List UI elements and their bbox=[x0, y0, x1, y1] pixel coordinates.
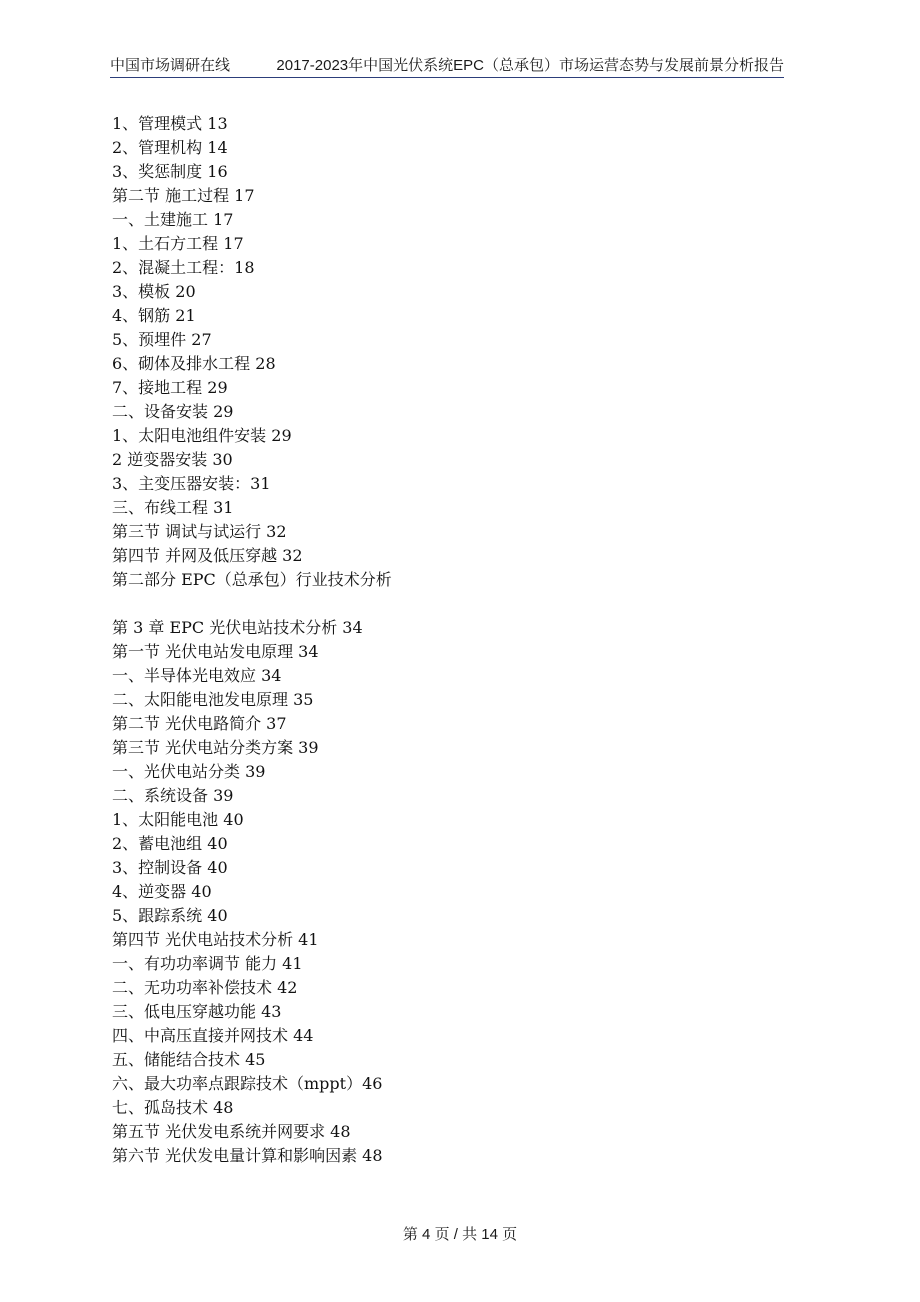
toc-entry: 1、太阳能电池 40 bbox=[112, 810, 244, 829]
toc-entry: 2、混凝土工程：18 bbox=[112, 258, 255, 277]
toc-entry: 二、太阳能电池发电原理 35 bbox=[112, 690, 314, 709]
toc-entry: 一、光伏电站分类 39 bbox=[112, 762, 266, 781]
toc-entry: 第二节 施工过程 17 bbox=[112, 186, 255, 205]
toc-entry: 3、模板 20 bbox=[112, 282, 196, 301]
toc-entry: 第五节 光伏发电系统并网要求 48 bbox=[112, 1122, 351, 1141]
toc-entry: 一、土建施工 17 bbox=[112, 210, 234, 229]
toc-entry: 2、管理机构 14 bbox=[112, 138, 228, 157]
toc-entry: 4、钢筋 21 bbox=[112, 306, 196, 325]
toc-entry: 2、蓄电池组 40 bbox=[112, 834, 228, 853]
header-site-name: 中国市场调研在线 bbox=[110, 57, 231, 74]
table-of-contents bbox=[112, 112, 812, 1168]
toc-entry: 3、控制设备 40 bbox=[112, 858, 228, 877]
toc-entry: 一、半导体光电效应 34 bbox=[112, 666, 282, 685]
toc-entry: 七、孤岛技术 48 bbox=[112, 1098, 234, 1117]
toc-entry: 5、预埋件 27 bbox=[112, 330, 212, 349]
toc-entry: 第六节 光伏发电量计算和影响因素 48 bbox=[112, 1146, 383, 1165]
toc-entry: 三、低电压穿越功能 43 bbox=[112, 1002, 282, 1021]
toc-entry: 二、系统设备 39 bbox=[112, 786, 234, 805]
toc-entry: 5、跟踪系统 40 bbox=[112, 906, 228, 925]
toc-entry: 第四节 并网及低压穿越 32 bbox=[112, 546, 303, 565]
toc-spacer bbox=[112, 592, 812, 616]
toc-entry: 第二部分 EPC（总承包）行业技术分析 bbox=[112, 570, 392, 589]
page-number: 第 4 页 / 共 14 页 bbox=[402, 1226, 518, 1243]
toc-entry: 二、无功功率补偿技术 42 bbox=[112, 978, 298, 997]
toc-entry: 第三节 调试与试运行 32 bbox=[112, 522, 287, 541]
toc-entry: 四、中高压直接并网技术 44 bbox=[112, 1026, 314, 1045]
toc-entry: 4、逆变器 40 bbox=[112, 882, 212, 901]
toc-entry: 第 3 章 EPC 光伏电站技术分析 34 bbox=[112, 618, 363, 637]
toc-entry: 二、设备安装 29 bbox=[112, 402, 234, 421]
toc-entry: 1、土石方工程 17 bbox=[112, 234, 244, 253]
toc-entry: 第四节 光伏电站技术分析 41 bbox=[112, 930, 319, 949]
page-footer bbox=[0, 1224, 920, 1246]
toc-entry: 第三节 光伏电站分类方案 39 bbox=[112, 738, 319, 757]
toc-entry: 三、布线工程 31 bbox=[112, 498, 234, 517]
toc-entry: 3、奖惩制度 16 bbox=[112, 162, 228, 181]
toc-entry: 一、有功功率调节 能力 41 bbox=[112, 954, 303, 973]
header-report-title: 2017-2023年中国光伏系统EPC（总承包）市场运营态势与发展前景分析报告 bbox=[276, 57, 784, 74]
toc-entry: 第二节 光伏电路简介 37 bbox=[112, 714, 287, 733]
toc-entry: 第一节 光伏电站发电原理 34 bbox=[112, 642, 319, 661]
toc-entry: 6、砌体及排水工程 28 bbox=[112, 354, 276, 373]
toc-entry: 1、管理模式 13 bbox=[112, 114, 228, 133]
toc-entry: 五、储能结合技术 45 bbox=[112, 1050, 266, 1069]
toc-entry: 3、主变压器安装：31 bbox=[112, 474, 271, 493]
toc-entry: 1、太阳电池组件安装 29 bbox=[112, 426, 292, 445]
toc-entry: 六、最大功率点跟踪技术（mppt）46 bbox=[112, 1074, 383, 1093]
toc-entry: 7、接地工程 29 bbox=[112, 378, 228, 397]
page-header bbox=[110, 55, 784, 78]
toc-entry: 2 逆变器安装 30 bbox=[112, 450, 233, 469]
